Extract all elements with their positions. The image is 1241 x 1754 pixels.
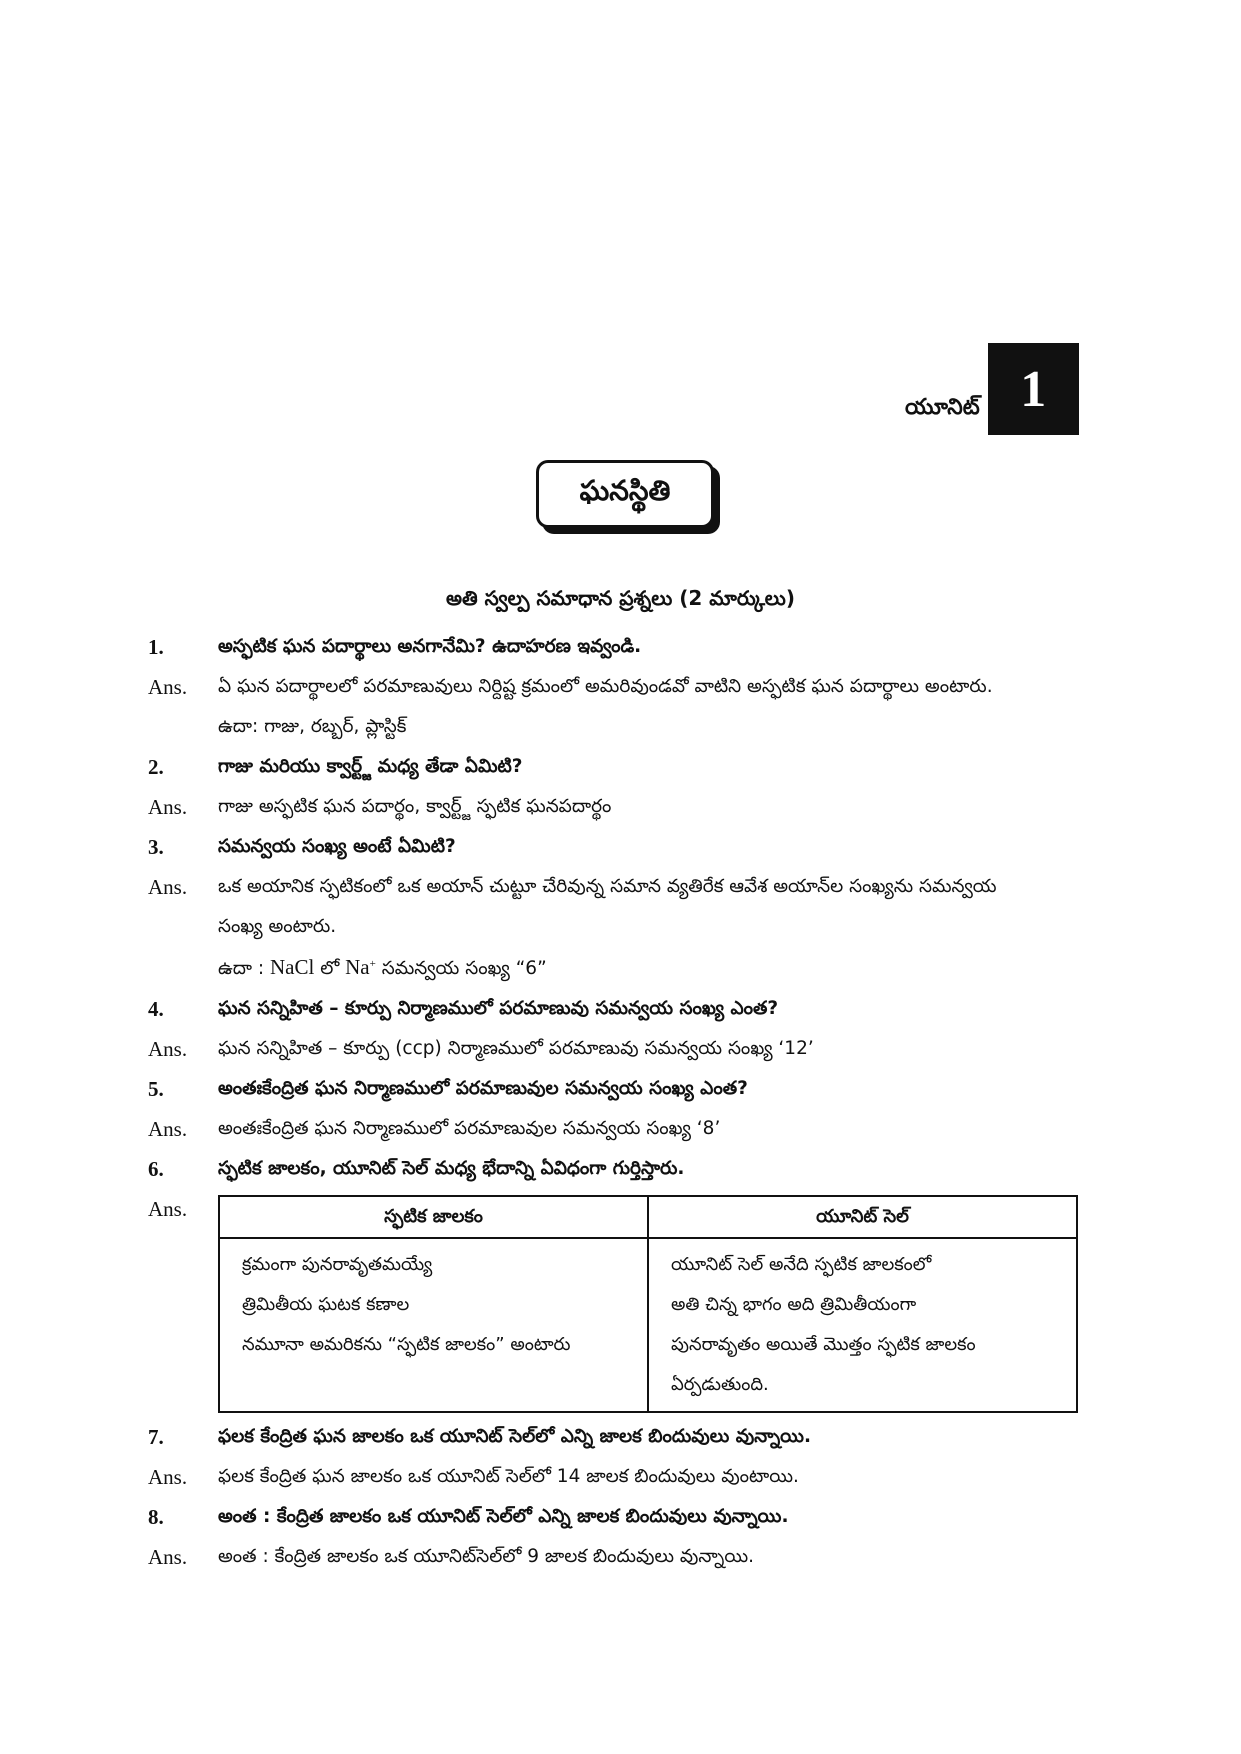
question-text: గాజు మరియు క్వార్ట్జ్ మధ్య తేడా ఏమిటి? <box>218 756 523 777</box>
answer-label: Ans. <box>148 875 188 899</box>
answer-text: ఉదా: గాజు, రబ్బర్, ప్లాస్టిక్ <box>218 716 407 737</box>
question-number: 7. <box>148 1425 164 1449</box>
question-number: 6. <box>148 1157 164 1181</box>
answer-row <box>148 787 1108 827</box>
cell-line: ఏర్పడుతుంది. <box>671 1374 769 1395</box>
question-row <box>148 1497 1108 1537</box>
table-header-row <box>219 1196 1077 1238</box>
answer-label: Ans. <box>148 795 188 819</box>
question-row <box>148 989 1108 1029</box>
question-text: ఘన సన్నిహిత – కూర్పు నిర్మాణములో పరమాణువు సమన్వయ సంఖ్య ఎంత? <box>218 998 779 1019</box>
answer-text: ఫలక కేంద్రిత ఘన జాలకం ఒక యూనిట్ సెల్‌లో 14 జాలక బిందువులు వుంటాయి. <box>218 1466 799 1487</box>
question-text: ఫలక కేంద్రిత ఘన జాలకం ఒక యూనిట్ సెల్‌లో ఎన్ని జాలక బిందువులు వున్నాయి. <box>218 1426 811 1447</box>
comparison-table <box>218 1195 1078 1413</box>
question-number: 1. <box>148 635 164 659</box>
answer-text: గాజు అస్ఫటిక ఘన పదార్థం, క్వార్ట్జ్ స్ఫటిక ఘనపదార్థం <box>218 796 612 817</box>
answer-text: అంతఃకేంద్రిత ఘన నిర్మాణములో పరమాణువుల సమన్వయ సంఖ్య ‘8’ <box>218 1118 721 1139</box>
answer-text: సంఖ్య అంటారు. <box>218 916 337 937</box>
cell-line: త్రిమితీయ ఘటక కణాల <box>242 1294 410 1315</box>
answer-table-wrap <box>218 1189 1108 1417</box>
question-number: 5. <box>148 1077 164 1101</box>
answer-label: Ans. <box>148 1117 188 1141</box>
answer-row <box>148 1189 1108 1417</box>
cell-line: క్రమంగా పునరావృతమయ్యే <box>242 1254 433 1275</box>
table-cell-unit-cell <box>648 1238 1077 1412</box>
answer-row <box>148 1457 1108 1497</box>
answer-example-row <box>148 947 1108 989</box>
ion-na: Na <box>345 955 370 979</box>
table-header-unit-cell: యూనిట్ సెల్ <box>648 1196 1077 1238</box>
answer-row <box>148 667 1108 707</box>
answer-row <box>148 1109 1108 1149</box>
unit-marker <box>905 343 1079 435</box>
question-text: సమన్వయ సంఖ్య అంటే ఏమిటి? <box>218 836 456 857</box>
question-row <box>148 827 1108 867</box>
question-row <box>148 1417 1108 1457</box>
answer-example: ఉదా : NaCl లో Na+ సమన్వయ సంఖ్య “6” <box>218 955 547 979</box>
unit-label: యూనిట్ <box>905 395 980 420</box>
question-text: అంతఃకేంద్రిత ఘన నిర్మాణములో పరమాణువుల సమన్వయ సంఖ్య ఎంత? <box>218 1078 748 1099</box>
qa-list <box>148 627 1108 1577</box>
question-text: స్ఫటిక జాలకం, యూనిట్ సెల్ మధ్య భేదాన్ని ఏవిధంగా గుర్తిస్తారు. <box>218 1158 685 1179</box>
answer-label: Ans. <box>148 1197 188 1221</box>
question-row <box>148 1149 1108 1189</box>
question-number: 3. <box>148 835 164 859</box>
answer-label: Ans. <box>148 1465 188 1489</box>
section-heading: అతి స్వల్ప సమాధాన ప్రశ్నలు (2 మార్కులు) <box>446 586 795 610</box>
question-text: అంత : కేంద్రిత జాలకం ఒక యూనిట్ సెల్‌లో ఎన్ని జాలక బిందువులు వున్నాయి. <box>218 1506 789 1527</box>
answer-text: అంత : కేంద్రిత జాలకం ఒక యూనిట్‌సెల్‌లో 9 జాలక బిందువులు వున్నాయి. <box>218 1546 755 1567</box>
table-cell-crystal-lattice <box>219 1238 648 1412</box>
chapter-title: ఘనస్థితి <box>536 460 714 528</box>
table-header-crystal-lattice: స్ఫటిక జాలకం <box>219 1196 648 1238</box>
answer-row <box>148 867 1108 907</box>
question-number: 2. <box>148 755 164 779</box>
cell-line: పునరావృతం అయితే మొత్తం స్ఫటిక జాలకం <box>671 1334 976 1355</box>
answer-row <box>148 1537 1108 1577</box>
answer-label: Ans. <box>148 1545 188 1569</box>
question-row <box>148 1069 1108 1109</box>
answer-text: ఏ ఘన పదార్థాలలో పరమాణువులు నిర్దిష్ట క్రమంలో అమరివుండవో వాటిని అస్ఫటిక ఘన పదార్థాలు అంటారు. <box>218 676 993 697</box>
table-row <box>219 1238 1077 1412</box>
cell-line: నమూనా అమరికను “స్ఫటిక జాలకం” అంటారు <box>242 1334 571 1355</box>
answer-row <box>148 707 1108 747</box>
cell-line: యూనిట్ సెల్ అనేది స్ఫటిక జాలకంలో <box>671 1254 932 1275</box>
answer-label: Ans. <box>148 1037 188 1061</box>
answer-row <box>148 1029 1108 1069</box>
formula-nacl: NaCl <box>270 955 315 979</box>
cell-line: అతి చిన్న భాగం అది త్రిమితీయంగా <box>671 1294 917 1315</box>
question-row <box>148 627 1108 667</box>
unit-number-badge: 1 <box>988 343 1079 435</box>
question-row <box>148 747 1108 787</box>
answer-row <box>148 907 1108 947</box>
question-number: 4. <box>148 997 164 1021</box>
answer-label: Ans. <box>148 675 188 699</box>
question-number: 8. <box>148 1505 164 1529</box>
answer-text: ఘన సన్నిహిత – కూర్పు (ccp) నిర్మాణములో పరమాణువు సమన్వయ సంఖ్య ‘12’ <box>218 1038 814 1059</box>
question-text: అస్ఫటిక ఘన పదార్థాలు అనగానేమి? ఉదాహరణ ఇవ్వండి. <box>218 636 642 657</box>
ion-charge: + <box>369 957 376 970</box>
answer-text: ఒక అయానిక స్ఫటికంలో ఒక అయాన్ చుట్టూ చేరివున్న సమాన వ్యతిరేక ఆవేశ అయాన్‌ల సంఖ్యను సమన్వయ <box>218 876 997 897</box>
